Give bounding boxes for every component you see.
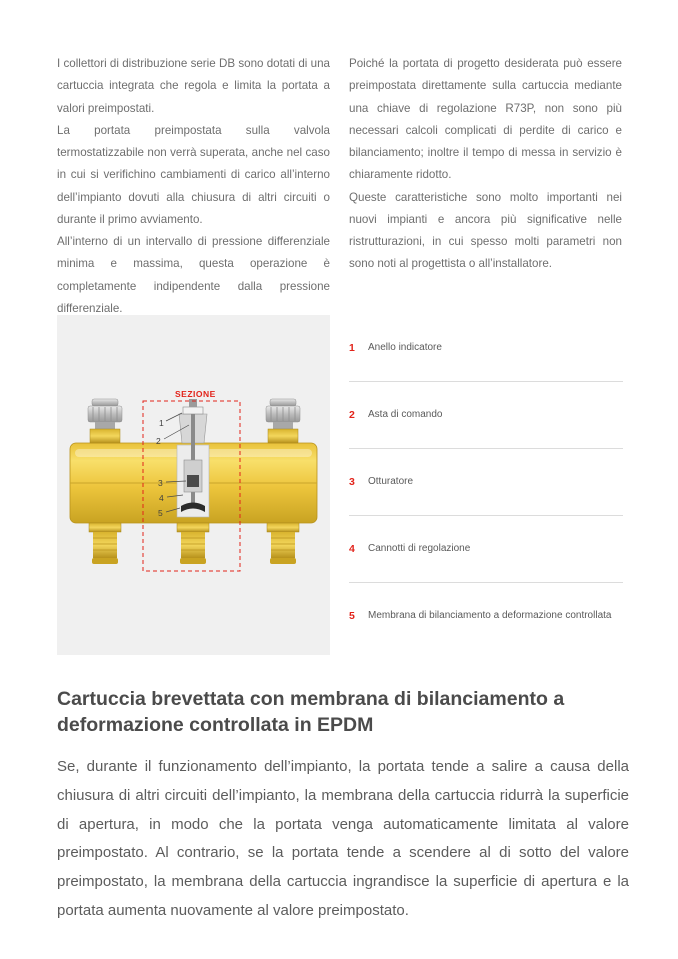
legend-item bbox=[349, 315, 623, 382]
legend-item bbox=[349, 382, 623, 449]
intro-paragraph: I collettori di distribuzione serie DB sono dotati di una cartuccia integrata che regola e limita la portata a valori preimpostati. bbox=[57, 57, 330, 115]
intro-paragraph: Queste caratteristiche sono molto importanti nei nuovi impianti e ancora più significative nelle ristrutturazioni, in cui spesso molti parametri non sono noti al progettista o all’installatore. bbox=[349, 190, 622, 271]
callout-2: 2 bbox=[156, 436, 161, 446]
outlet-fitting-right bbox=[267, 523, 299, 564]
legend-item bbox=[349, 516, 623, 583]
legend-item-number: 3 bbox=[349, 476, 355, 488]
legend-item bbox=[349, 449, 623, 516]
intro-columns bbox=[57, 53, 623, 320]
figure-panel bbox=[57, 315, 330, 655]
legend-item-number: 1 bbox=[349, 342, 355, 354]
section-body-paragraph: Se, durante il funzionamento dell’impianto, la portata tende a salire a causa della chiusura di altri circuiti dell’impianto, la membrana della cartuccia ridurrà la superficie di apertura, in modo che la portata venga automaticamente limitata al valore preimpostato. Al contrario, se la portata tende a scendere al di sotto del valore preimpostato, la membrana della cartuccia ingrandisce la superficie di apertura e la portata aumenta nuovamente al valore preimpostato. bbox=[57, 758, 629, 919]
valve-head-right bbox=[266, 399, 300, 443]
legend-item-label: Asta di comando bbox=[368, 409, 443, 420]
intro-paragraph: All’interno di un intervallo di pressione differenziale minima e massima, questa operazione è completamente indipendente dalla pressione differenziale. bbox=[57, 235, 330, 315]
figure-legend bbox=[349, 315, 623, 655]
legend-item-label: Cannotti di regolazione bbox=[368, 543, 471, 554]
section-label: SEZIONE bbox=[175, 389, 216, 399]
legend-item-number: 5 bbox=[349, 610, 355, 622]
callout-5: 5 bbox=[158, 508, 163, 518]
intro-right-column bbox=[349, 53, 622, 320]
legend-item bbox=[349, 583, 623, 649]
legend-item-label: Anello indicatore bbox=[368, 342, 442, 353]
callout-1: 1 bbox=[159, 418, 164, 428]
callout-4: 4 bbox=[159, 493, 164, 503]
legend-item-label: Otturatore bbox=[368, 476, 414, 487]
legend-item-number: 4 bbox=[349, 543, 355, 555]
manifold-section-illustration bbox=[57, 315, 330, 655]
section-heading: Cartuccia brevettata con membrana di bilanciamento a deformazione controllata in EPDM bbox=[57, 688, 565, 737]
intro-paragraph: Poiché la portata di progetto desiderata può essere preimpostata direttamente sulla cartuccia mediante una chiave di regolazione R73P, non sono più necessari calcoli complicati di perdite di carico e bilanciamento; inoltre il tempo di messa in servizio è chiaramente ridotto. bbox=[349, 57, 622, 182]
valve-head-left bbox=[88, 399, 122, 443]
figure-block bbox=[57, 315, 623, 655]
intro-left-column bbox=[57, 53, 330, 320]
outlet-fitting-center bbox=[177, 523, 209, 564]
intro-paragraph: La portata preimpostata sulla valvola termostatizzabile non verrà superata, anche nel caso in cui si verifichino cambiamenti di carico all’interno dell’impianto dovuti alla chiusura di altri circuiti o durante il primo avviamento. bbox=[57, 123, 330, 226]
callout-3: 3 bbox=[158, 478, 163, 488]
outlet-fitting-left bbox=[89, 523, 121, 564]
legend-item-label: Membrana di bilanciamento a deformazione controllata bbox=[368, 610, 612, 621]
legend-item-number: 2 bbox=[349, 409, 355, 421]
cartridge-section bbox=[177, 399, 209, 517]
